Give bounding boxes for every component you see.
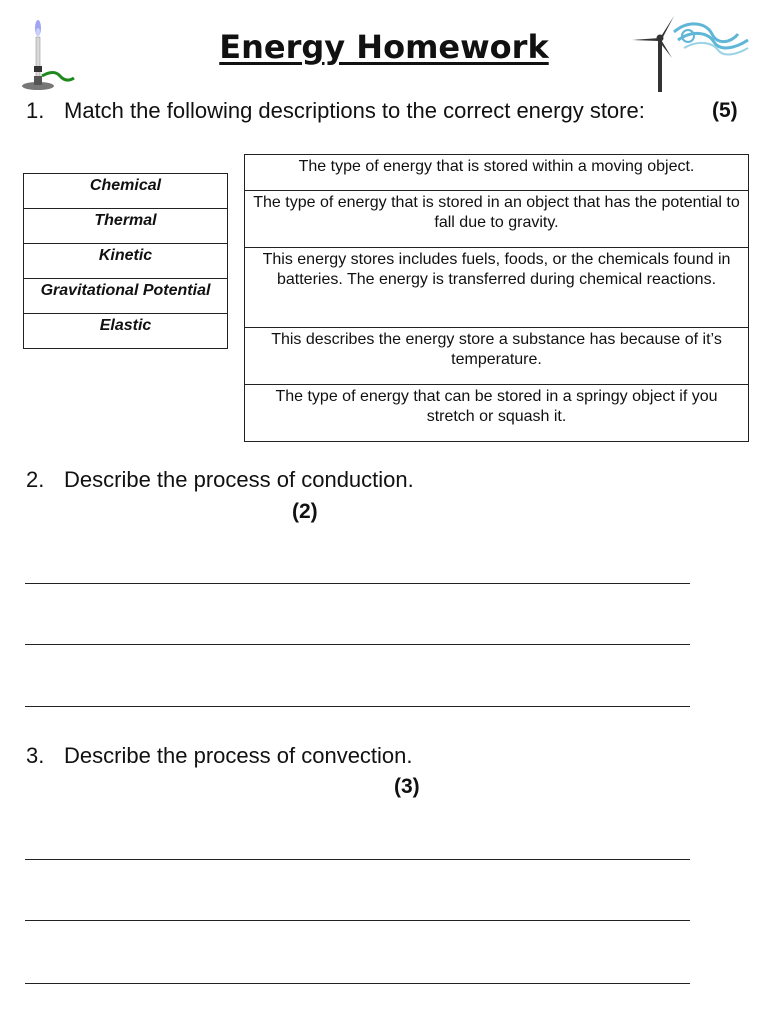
question-number: 1. [26,98,45,123]
description-cell: This describes the energy store a substance has because of it’s temperature. [245,328,749,385]
store-cell: Kinetic [24,244,228,279]
description-cell: The type of energy that is stored within a moving object. [245,155,749,191]
answer-line[interactable] [25,920,690,921]
question-text: Describe the process of convection. [64,743,413,768]
answer-line[interactable] [25,583,690,584]
store-cell: Gravitational Potential [24,279,228,314]
question-1 [26,98,645,124]
store-cell: Chemical [24,174,228,209]
store-cell: Thermal [24,209,228,244]
description-cell: The type of energy that is stored in an object that has the potential to fall due to gravity. [245,191,749,248]
energy-store-table [23,173,228,349]
answer-line[interactable] [25,983,690,984]
description-table [244,154,749,442]
question-number: 3. [26,743,45,768]
marks-q2: (2) [292,500,318,523]
marks-q3: (3) [394,775,420,798]
answer-line[interactable] [25,644,690,645]
store-cell: Elastic [24,314,228,349]
answer-line[interactable] [25,706,690,707]
question-2 [26,467,414,493]
question-text: Match the following descriptions to the correct energy store: [64,98,645,123]
marks-q1: (5) [712,99,738,122]
question-text: Describe the process of conduction. [64,467,414,492]
question-3 [26,743,413,769]
question-number: 2. [26,467,45,492]
description-cell: The type of energy that can be stored in a springy object if you stretch or squash it. [245,385,749,442]
page-title: Energy Homework [219,28,549,66]
answer-line[interactable] [25,859,690,860]
description-cell: This energy stores includes fuels, foods, or the chemicals found in batteries. The energy is transferred during chemical reactions. [245,248,749,328]
wind-turbine-icon [628,12,752,96]
